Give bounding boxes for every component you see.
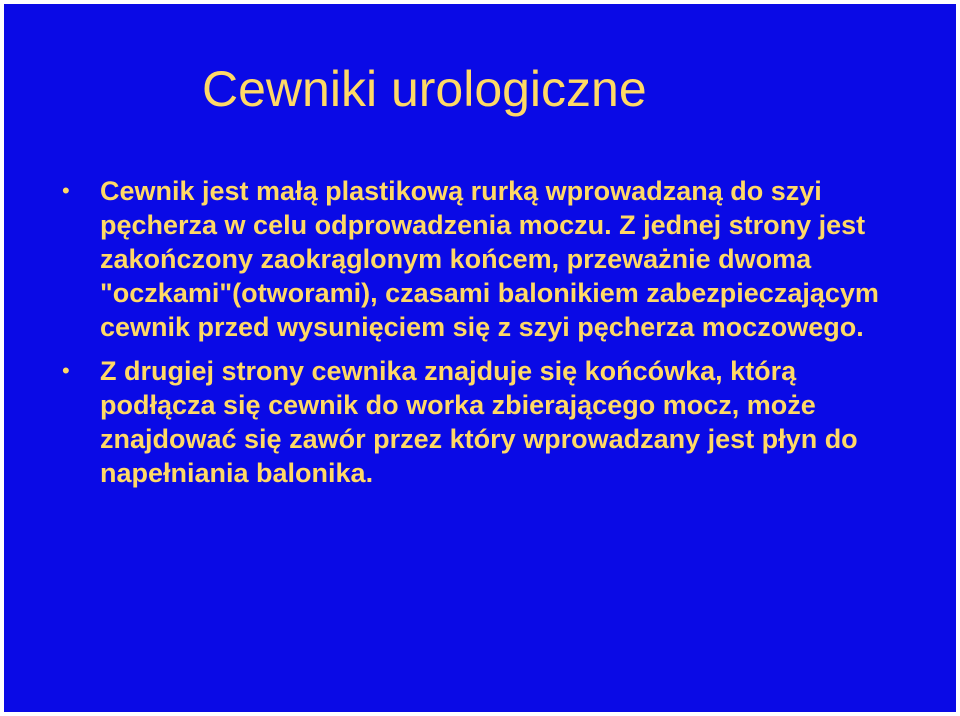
- slide-title: Cewniki urologiczne: [202, 61, 647, 117]
- bullet-list: [62, 174, 912, 500]
- bullet-item-2: [62, 354, 912, 490]
- bullet-icon: •: [62, 358, 70, 383]
- bullet-text-1: Cewnik jest małą plastikową rurką wprowadzaną do szyi pęcherza w celu odprowadzenia moczu. Z jednej strony jest zakończony zaokrąglonym końcem, przeważnie dwoma "oczkami"(otworami), czasami balonikiem zabezpieczającym cewnik przed wysunięciem się z szyi pęcherza moczowego.: [100, 176, 879, 342]
- bullet-text-2: Z drugiej strony cewnika znajduje się końcówka, którą podłącza się cewnik do worka zbierającego mocz, może znajdować się zawór przez który wprowadzany jest płyn do napełniania balonika.: [100, 356, 858, 488]
- bullet-item-1: [62, 174, 912, 344]
- bullet-icon: •: [62, 178, 70, 203]
- slide: [4, 4, 956, 712]
